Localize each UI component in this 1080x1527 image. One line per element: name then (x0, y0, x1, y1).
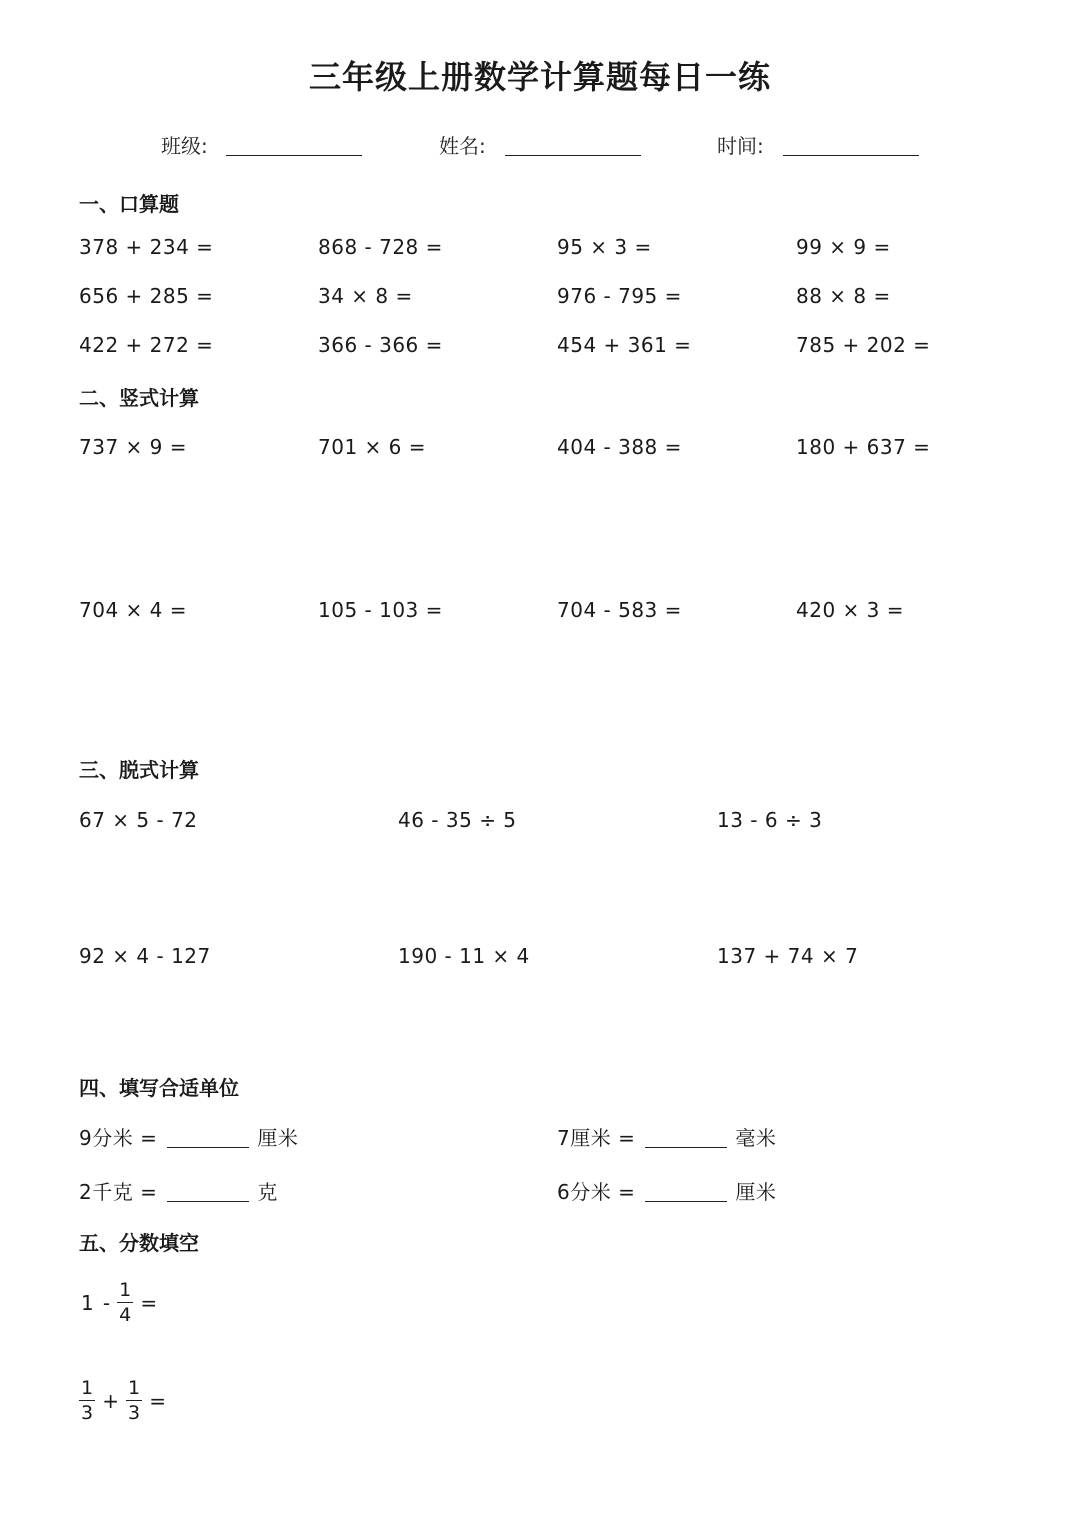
fraction-denominator: 3 (81, 1402, 94, 1424)
section-2-heading: 二、竖式计算 (79, 386, 199, 410)
oral-problem: 88 × 8 = (796, 284, 891, 308)
unit-item (79, 1122, 298, 1151)
unit-item-unit: 克 (257, 1180, 278, 1204)
vertical-problem: 105 - 103 = (318, 598, 443, 622)
oral-problem: 454 + 361 = (557, 333, 692, 357)
oral-problem: 785 + 202 = (796, 333, 931, 357)
time-field[interactable] (783, 155, 919, 156)
fraction (79, 1376, 95, 1425)
fraction (126, 1376, 142, 1425)
oral-problem: 976 - 795 = (557, 284, 682, 308)
unit-item-unit: 厘米 (735, 1180, 777, 1204)
section-4-heading: 四、填写合适单位 (79, 1076, 239, 1100)
unit-item-unit: 毫米 (735, 1126, 777, 1150)
vertical-problem: 704 × 4 = (79, 598, 187, 622)
fraction-numerator: 1 (81, 1377, 94, 1399)
fraction-operator: + (102, 1388, 119, 1413)
unit-answer-blank[interactable] (167, 1147, 249, 1148)
oral-problem: 378 + 234 = (79, 235, 214, 259)
oral-problem: 422 + 272 = (79, 333, 214, 357)
fraction-denominator: 3 (128, 1402, 141, 1424)
unit-item (557, 1122, 776, 1151)
unit-item-left: 2千克 = (79, 1180, 158, 1204)
unit-item-unit: 厘米 (257, 1126, 299, 1150)
unit-item (79, 1176, 278, 1205)
oral-problem: 656 + 285 = (79, 284, 214, 308)
unit-item-left: 6分米 = (557, 1180, 636, 1204)
vertical-problem: 404 - 388 = (557, 435, 682, 459)
unit-answer-blank[interactable] (645, 1201, 727, 1202)
stepwise-problem: 92 × 4 - 127 (79, 944, 211, 968)
section-1-heading: 一、口算题 (79, 192, 179, 216)
fraction-problem-2 (79, 1376, 168, 1425)
class-field[interactable] (226, 155, 362, 156)
unit-item-left: 7厘米 = (557, 1126, 636, 1150)
class-label: 班级: (161, 134, 208, 158)
fraction-numerator: 1 (128, 1377, 141, 1399)
time-label: 时间: (717, 134, 764, 158)
stepwise-problem: 67 × 5 - 72 (79, 808, 198, 832)
oral-problem: 95 × 3 = (557, 235, 652, 259)
fraction-numerator: 1 (119, 1279, 132, 1301)
unit-item-left: 9分米 = (79, 1126, 158, 1150)
vertical-problem: 737 × 9 = (79, 435, 187, 459)
oral-problem: 99 × 9 = (796, 235, 891, 259)
vertical-problem: 701 × 6 = (318, 435, 426, 459)
stepwise-problem: 13 - 6 ÷ 3 (717, 808, 823, 832)
fraction-operator: - (102, 1290, 111, 1315)
stepwise-problem: 137 + 74 × 7 (717, 944, 859, 968)
oral-problem: 34 × 8 = (318, 284, 413, 308)
name-label: 姓名: (439, 134, 486, 158)
section-3-heading: 三、脱式计算 (79, 758, 199, 782)
unit-answer-blank[interactable] (167, 1201, 249, 1202)
oral-problem: 868 - 728 = (318, 235, 443, 259)
oral-problem: 366 - 366 = (318, 333, 443, 357)
name-field[interactable] (505, 155, 641, 156)
section-5-heading: 五、分数填空 (79, 1231, 199, 1255)
vertical-problem: 420 × 3 = (796, 598, 904, 622)
fraction-equals: = (140, 1290, 158, 1315)
vertical-problem: 180 + 637 = (796, 435, 931, 459)
unit-item (557, 1176, 776, 1205)
fraction-lead: 1 (81, 1290, 94, 1315)
fraction-problem-1 (79, 1278, 159, 1327)
vertical-problem: 704 - 583 = (557, 598, 682, 622)
stepwise-problem: 190 - 11 × 4 (398, 944, 530, 968)
fraction-equals: = (149, 1388, 166, 1413)
stepwise-problem: 46 - 35 ÷ 5 (398, 808, 517, 832)
fraction (117, 1278, 133, 1327)
unit-answer-blank[interactable] (645, 1147, 727, 1148)
fraction-denominator: 4 (119, 1304, 132, 1326)
page-title: 三年级上册数学计算题每日一练 (308, 58, 771, 96)
